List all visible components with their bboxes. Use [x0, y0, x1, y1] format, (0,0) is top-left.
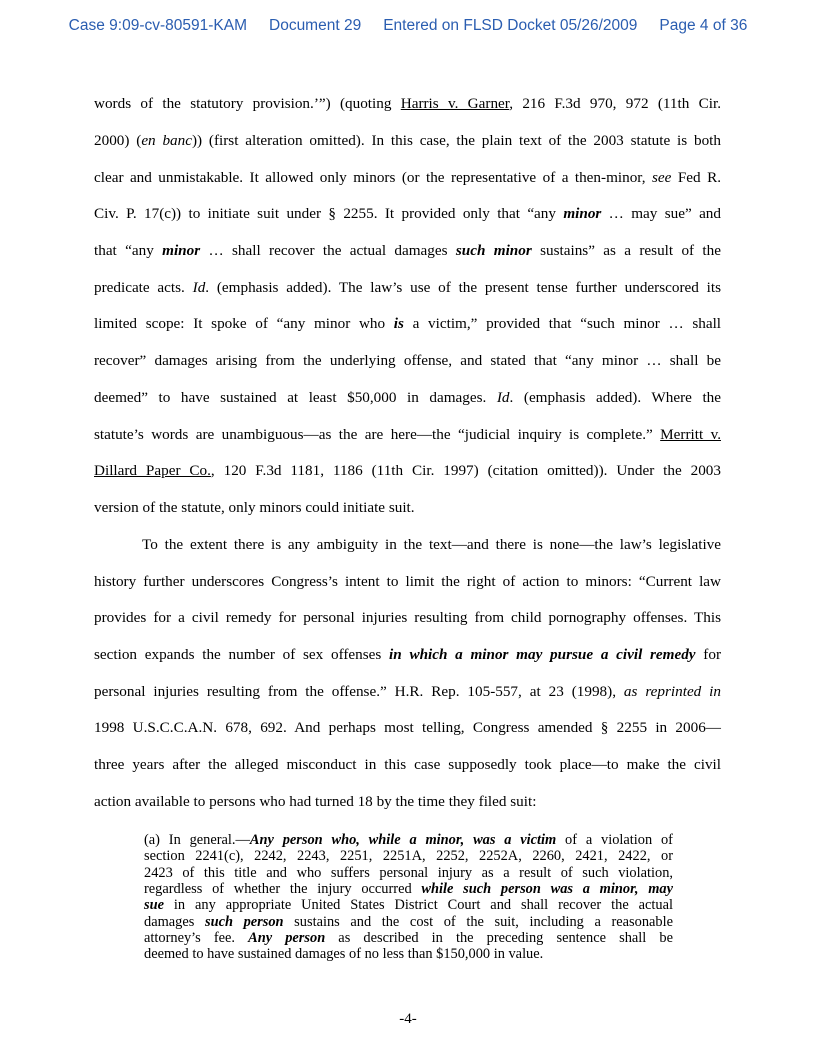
body-line: that “any minor … shall recover the actual damages such minor sustains” as a result of the: [94, 242, 721, 259]
emphasis-text: such minor: [455, 242, 532, 259]
body-line: Dillard Paper Co., 120 F.3d 1181, 1186 (11th Cir. 1997) (citation omitted)). Under the 2003: [94, 462, 721, 479]
case-citation: Merritt v.: [660, 426, 721, 443]
emphasis-text: Any person who, while a minor, was a victim: [249, 832, 557, 848]
body-line: words of the statutory provision.’”) (quoting Harris v. Garner, 216 F.3d 970, 972 (11th Cir.: [94, 95, 721, 112]
body-line: section expands the number of sex offenses in which a minor may pursue a civil remedy for: [94, 646, 721, 663]
body-line: 1998 U.S.C.C.A.N. 678, 692. And perhaps most telling, Congress amended § 2255 in 2006—: [94, 719, 721, 736]
block-quote-line: (a) In general.—Any person who, while a minor, was a victim of a violation of: [144, 832, 673, 848]
italic-text: Id: [496, 389, 510, 406]
body-line: personal injuries resulting from the offense.” H.R. Rep. 105-557, at 23 (1998), as reprinted in: [94, 683, 721, 700]
body-line: history further underscores Congress’s intent to limit the right of action to minors: “Current law: [94, 573, 721, 590]
body-line: Civ. P. 17(c)) to initiate suit under § 2255. It provided only that “any minor … may sue” and: [94, 205, 721, 222]
emphasis-text: sue: [144, 897, 164, 914]
block-quote-line: deemed to have sustained damages of no less than $150,000 in value.: [144, 946, 544, 963]
body-line: deemed” to have sustained at least $50,000 in damages. Id. (emphasis added). Where the: [94, 389, 721, 406]
emphasis-text: is: [393, 315, 404, 332]
emphasis-text: such person: [204, 913, 284, 930]
block-quote-line: sue in any appropriate United States District Court and shall recover the actual: [144, 897, 673, 914]
case-citation: Harris v. Garner: [400, 95, 510, 112]
italic-text: as reprinted in: [623, 683, 721, 700]
block-quote-line: damages such person sustains and the cost of the suit, including a reasonable: [144, 913, 673, 930]
body-line: action available to persons who had turned 18 by the time they filed suit:: [94, 793, 537, 810]
emphasis-text: while such person was a minor, may: [421, 880, 673, 897]
docket-entry-date: Entered on FLSD Docket 05/26/2009: [383, 17, 638, 34]
body-line: To the extent there is any ambiguity in the text—and there is none—the law’s legislative: [142, 536, 721, 553]
italic-text: Id: [192, 279, 206, 296]
block-quote-line: 2423 of this title and who suffers personal injury as a result of such violation,: [144, 864, 673, 881]
block-quote-line: attorney’s fee. Any person as described in the preceding sentence shall be: [144, 929, 673, 946]
case-number: Case 9:09-cv-80591-KAM: [68, 17, 247, 34]
italic-text: en banc: [141, 132, 192, 149]
emphasis-text: minor: [563, 205, 602, 222]
body-line: 2000) (en banc)) (first alteration omitted). In this case, the plain text of the 2003 statute is both: [94, 132, 721, 149]
body-line: clear and unmistakable. It allowed only minors (or the representative of a then-minor, see Fed R.: [94, 169, 721, 186]
block-quote-line: section 2241(c), 2242, 2243, 2251, 2251A, 2252, 2252A, 2260, 2421, 2422, or: [144, 848, 673, 865]
body-line: provides for a civil remedy for personal injuries resulting from child pornography offenses. This: [94, 609, 721, 626]
docket-header: [0, 17, 816, 35]
italic-text: see: [652, 169, 672, 186]
case-citation: Dillard Paper Co.: [94, 462, 211, 479]
emphasis-text: minor: [162, 242, 201, 259]
body-line: statute’s words are unambiguous—as the are here—the “judicial inquiry is complete.” Merritt v.: [94, 426, 721, 443]
body-line: recover” damages arising from the underlying offense, and stated that “any minor … shall be: [94, 352, 721, 369]
document-number: Document 29: [269, 17, 362, 34]
page-indicator: Page 4 of 36: [659, 17, 748, 34]
block-quote-line: regardless of whether the injury occurred while such person was a minor, may: [144, 880, 673, 897]
body-line: predicate acts. Id. (emphasis added). The law’s use of the present tense further underscored its: [94, 279, 722, 296]
page-number: -4-: [399, 1011, 417, 1027]
emphasis-text: in which a minor may pursue a civil remedy: [389, 646, 696, 663]
body-line: version of the statute, only minors could initiate suit.: [94, 499, 415, 516]
body-line: limited scope: It spoke of “any minor who is a victim,” provided that “such minor … shall: [94, 315, 722, 332]
body-line: three years after the alleged misconduct in this case supposedly took place—to make the civil: [94, 756, 721, 773]
emphasis-text: Any person: [248, 929, 326, 946]
